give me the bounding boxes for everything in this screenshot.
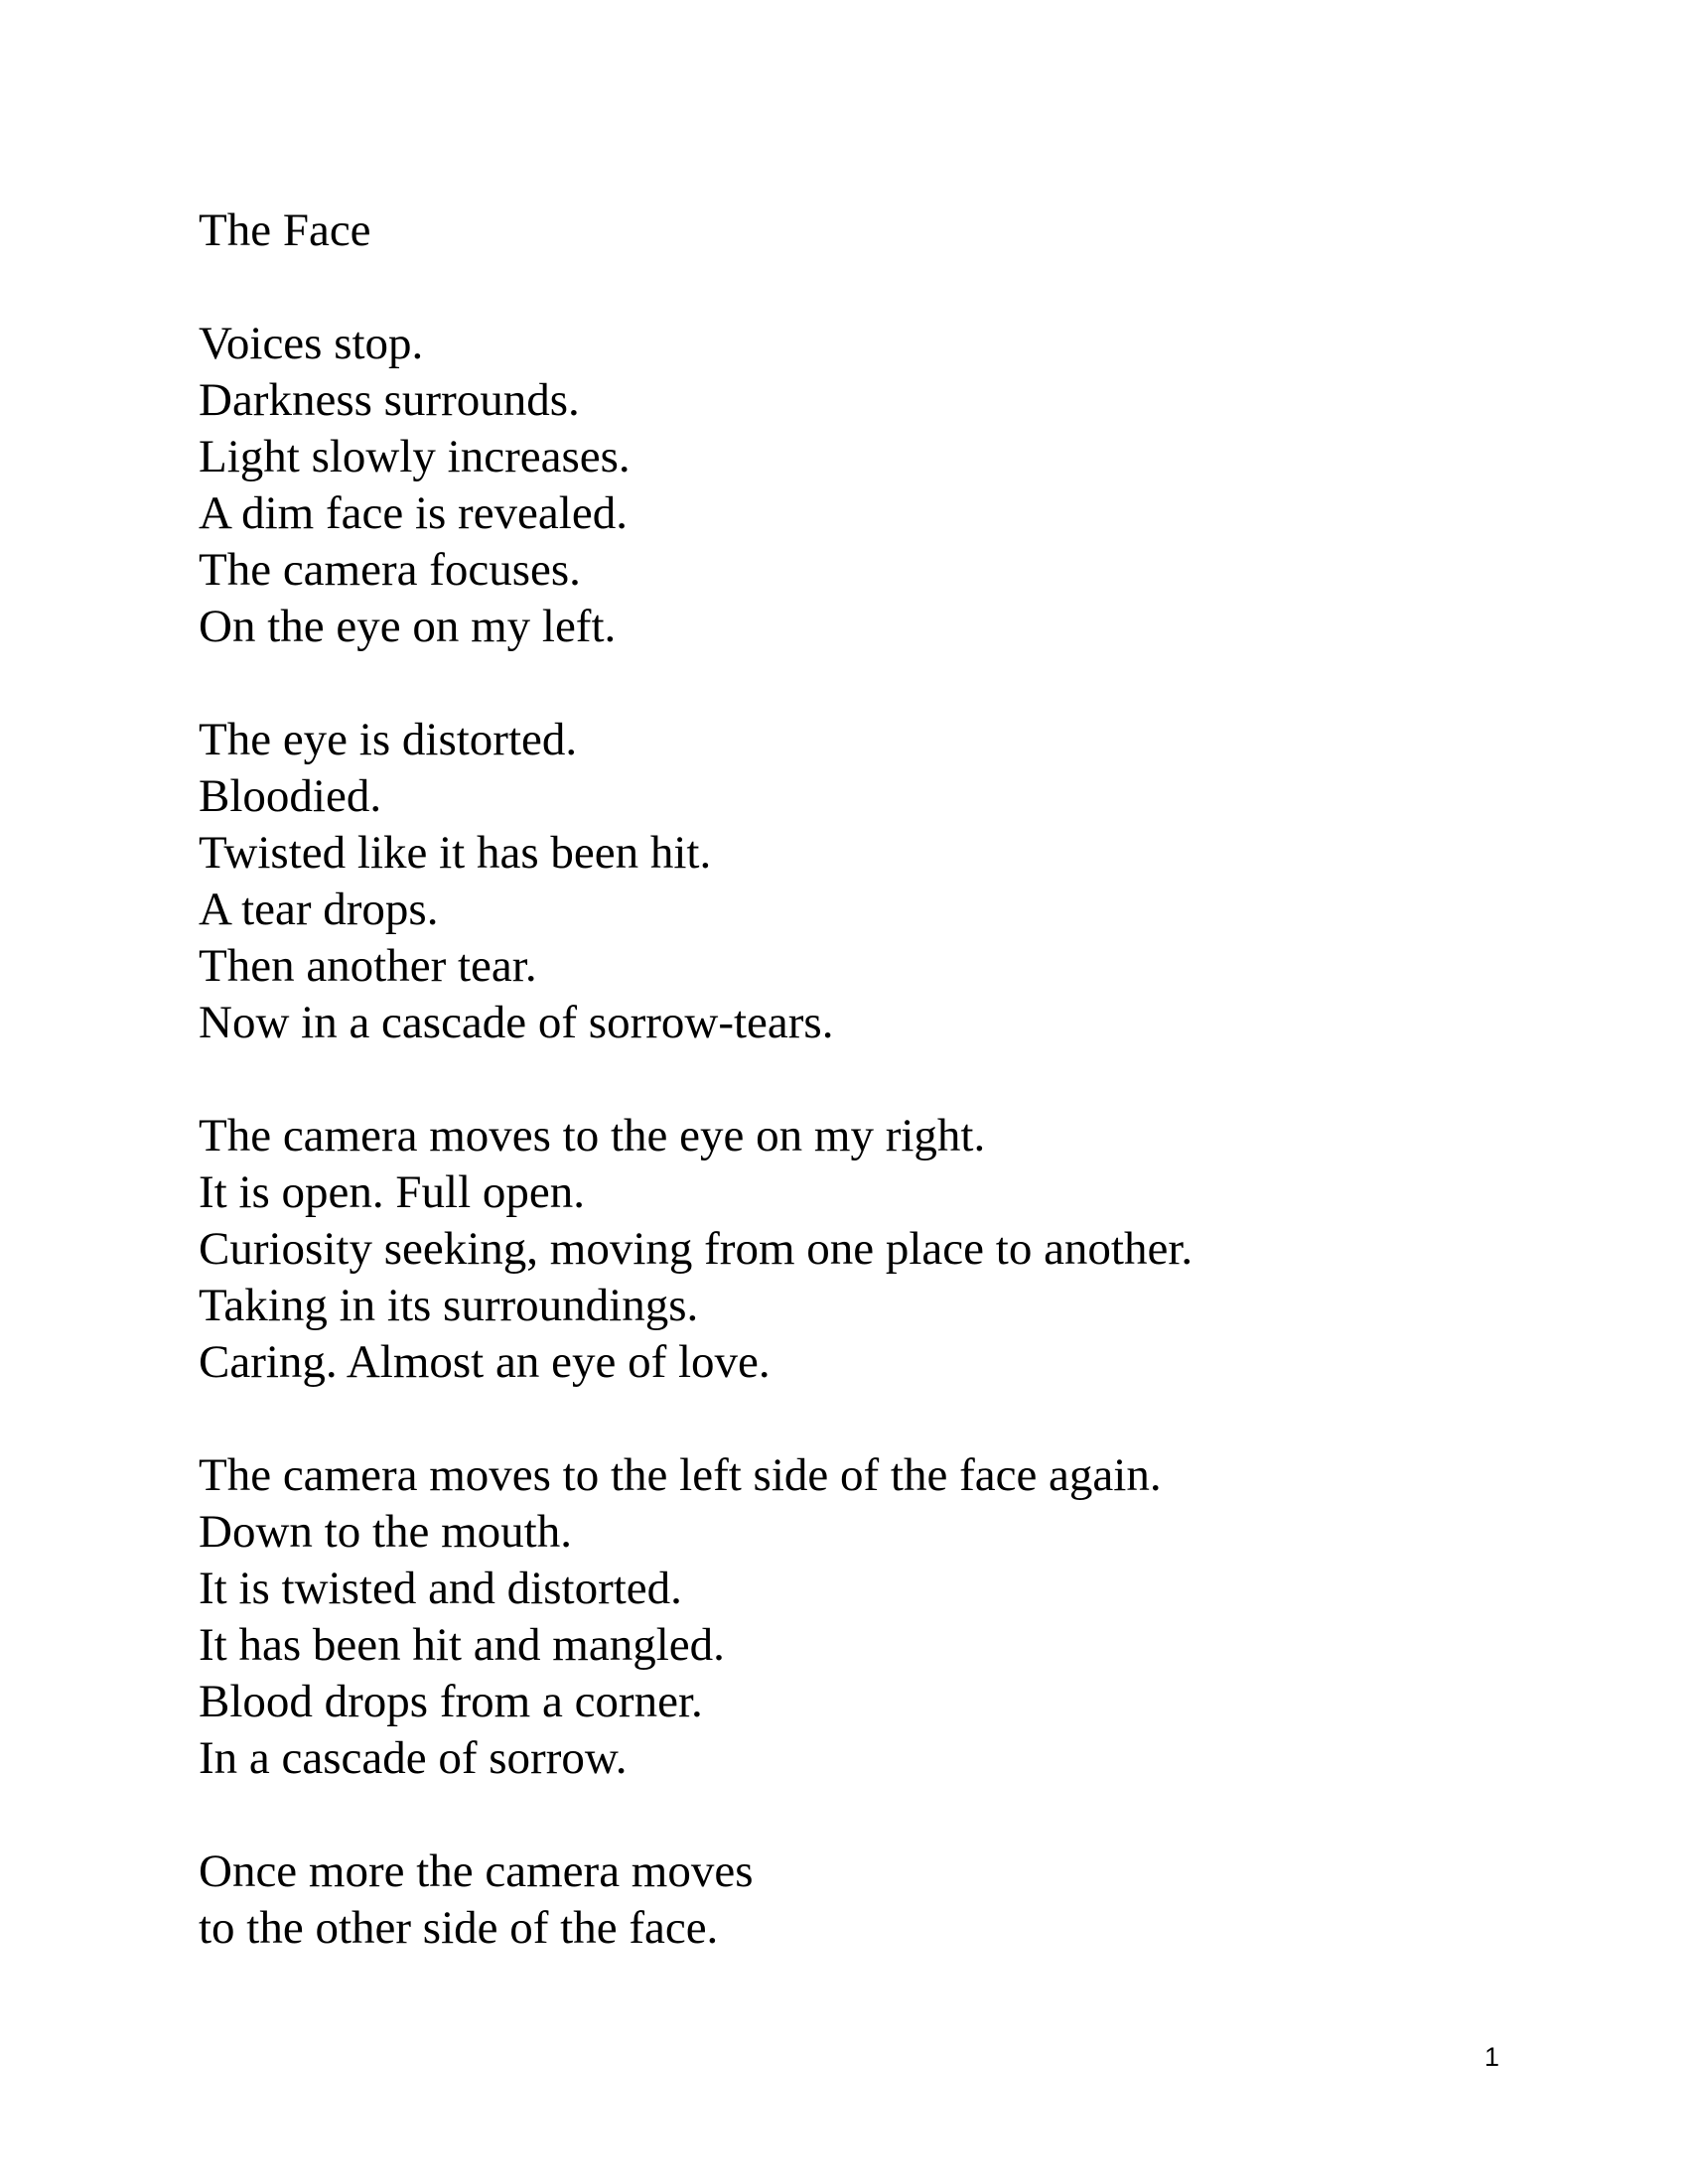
poem-line: Light slowly increases.: [199, 431, 631, 482]
poem-line: Caring. Almost an eye of love.: [199, 1336, 771, 1388]
stanza-3: [199, 1108, 1489, 1391]
poem-line: Taking in its surroundings.: [199, 1280, 699, 1331]
poem-line: The camera moves to the left side of the face again.: [199, 1449, 1162, 1501]
poem-line: It is open. Full open.: [199, 1166, 586, 1218]
poem-page: [199, 203, 1489, 1957]
poem-line: The eye is distorted.: [199, 714, 578, 765]
poem-line: It is twisted and distorted.: [199, 1563, 682, 1614]
poem-line: Once more the camera moves: [199, 1845, 754, 1897]
poem-line: The camera moves to the eye on my right.: [199, 1110, 986, 1161]
poem-line: Down to the mouth.: [199, 1506, 572, 1558]
poem-line: A dim face is revealed.: [199, 487, 628, 539]
stanza-4: [199, 1447, 1489, 1787]
stanza-1: [199, 316, 1489, 655]
poem-line: Darkness surrounds.: [199, 374, 580, 426]
poem-line: The camera focuses.: [199, 544, 581, 596]
poem-title: The Face: [199, 205, 371, 256]
stanza-5: [199, 1843, 1489, 1957]
poem-line: Bloodied.: [199, 770, 382, 822]
poem-line: It has been hit and mangled.: [199, 1619, 725, 1671]
page-number: 1: [1483, 2042, 1499, 2072]
poem-line: Now in a cascade of sorrow-tears.: [199, 997, 834, 1048]
poem-line: Twisted like it has been hit.: [199, 827, 712, 879]
poem-line: A tear drops.: [199, 884, 439, 935]
poem-line: to the other side of the face.: [199, 1902, 719, 1954]
poem-line: Curiosity seeking, moving from one place to another.: [199, 1223, 1194, 1275]
stanza-2: [199, 712, 1489, 1051]
poem-line: Blood drops from a corner.: [199, 1676, 703, 1727]
poem-line: Then another tear.: [199, 940, 537, 992]
poem-line: Voices stop.: [199, 318, 424, 369]
poem-line: On the eye on my left.: [199, 601, 617, 652]
poem-line: In a cascade of sorrow.: [199, 1732, 628, 1784]
